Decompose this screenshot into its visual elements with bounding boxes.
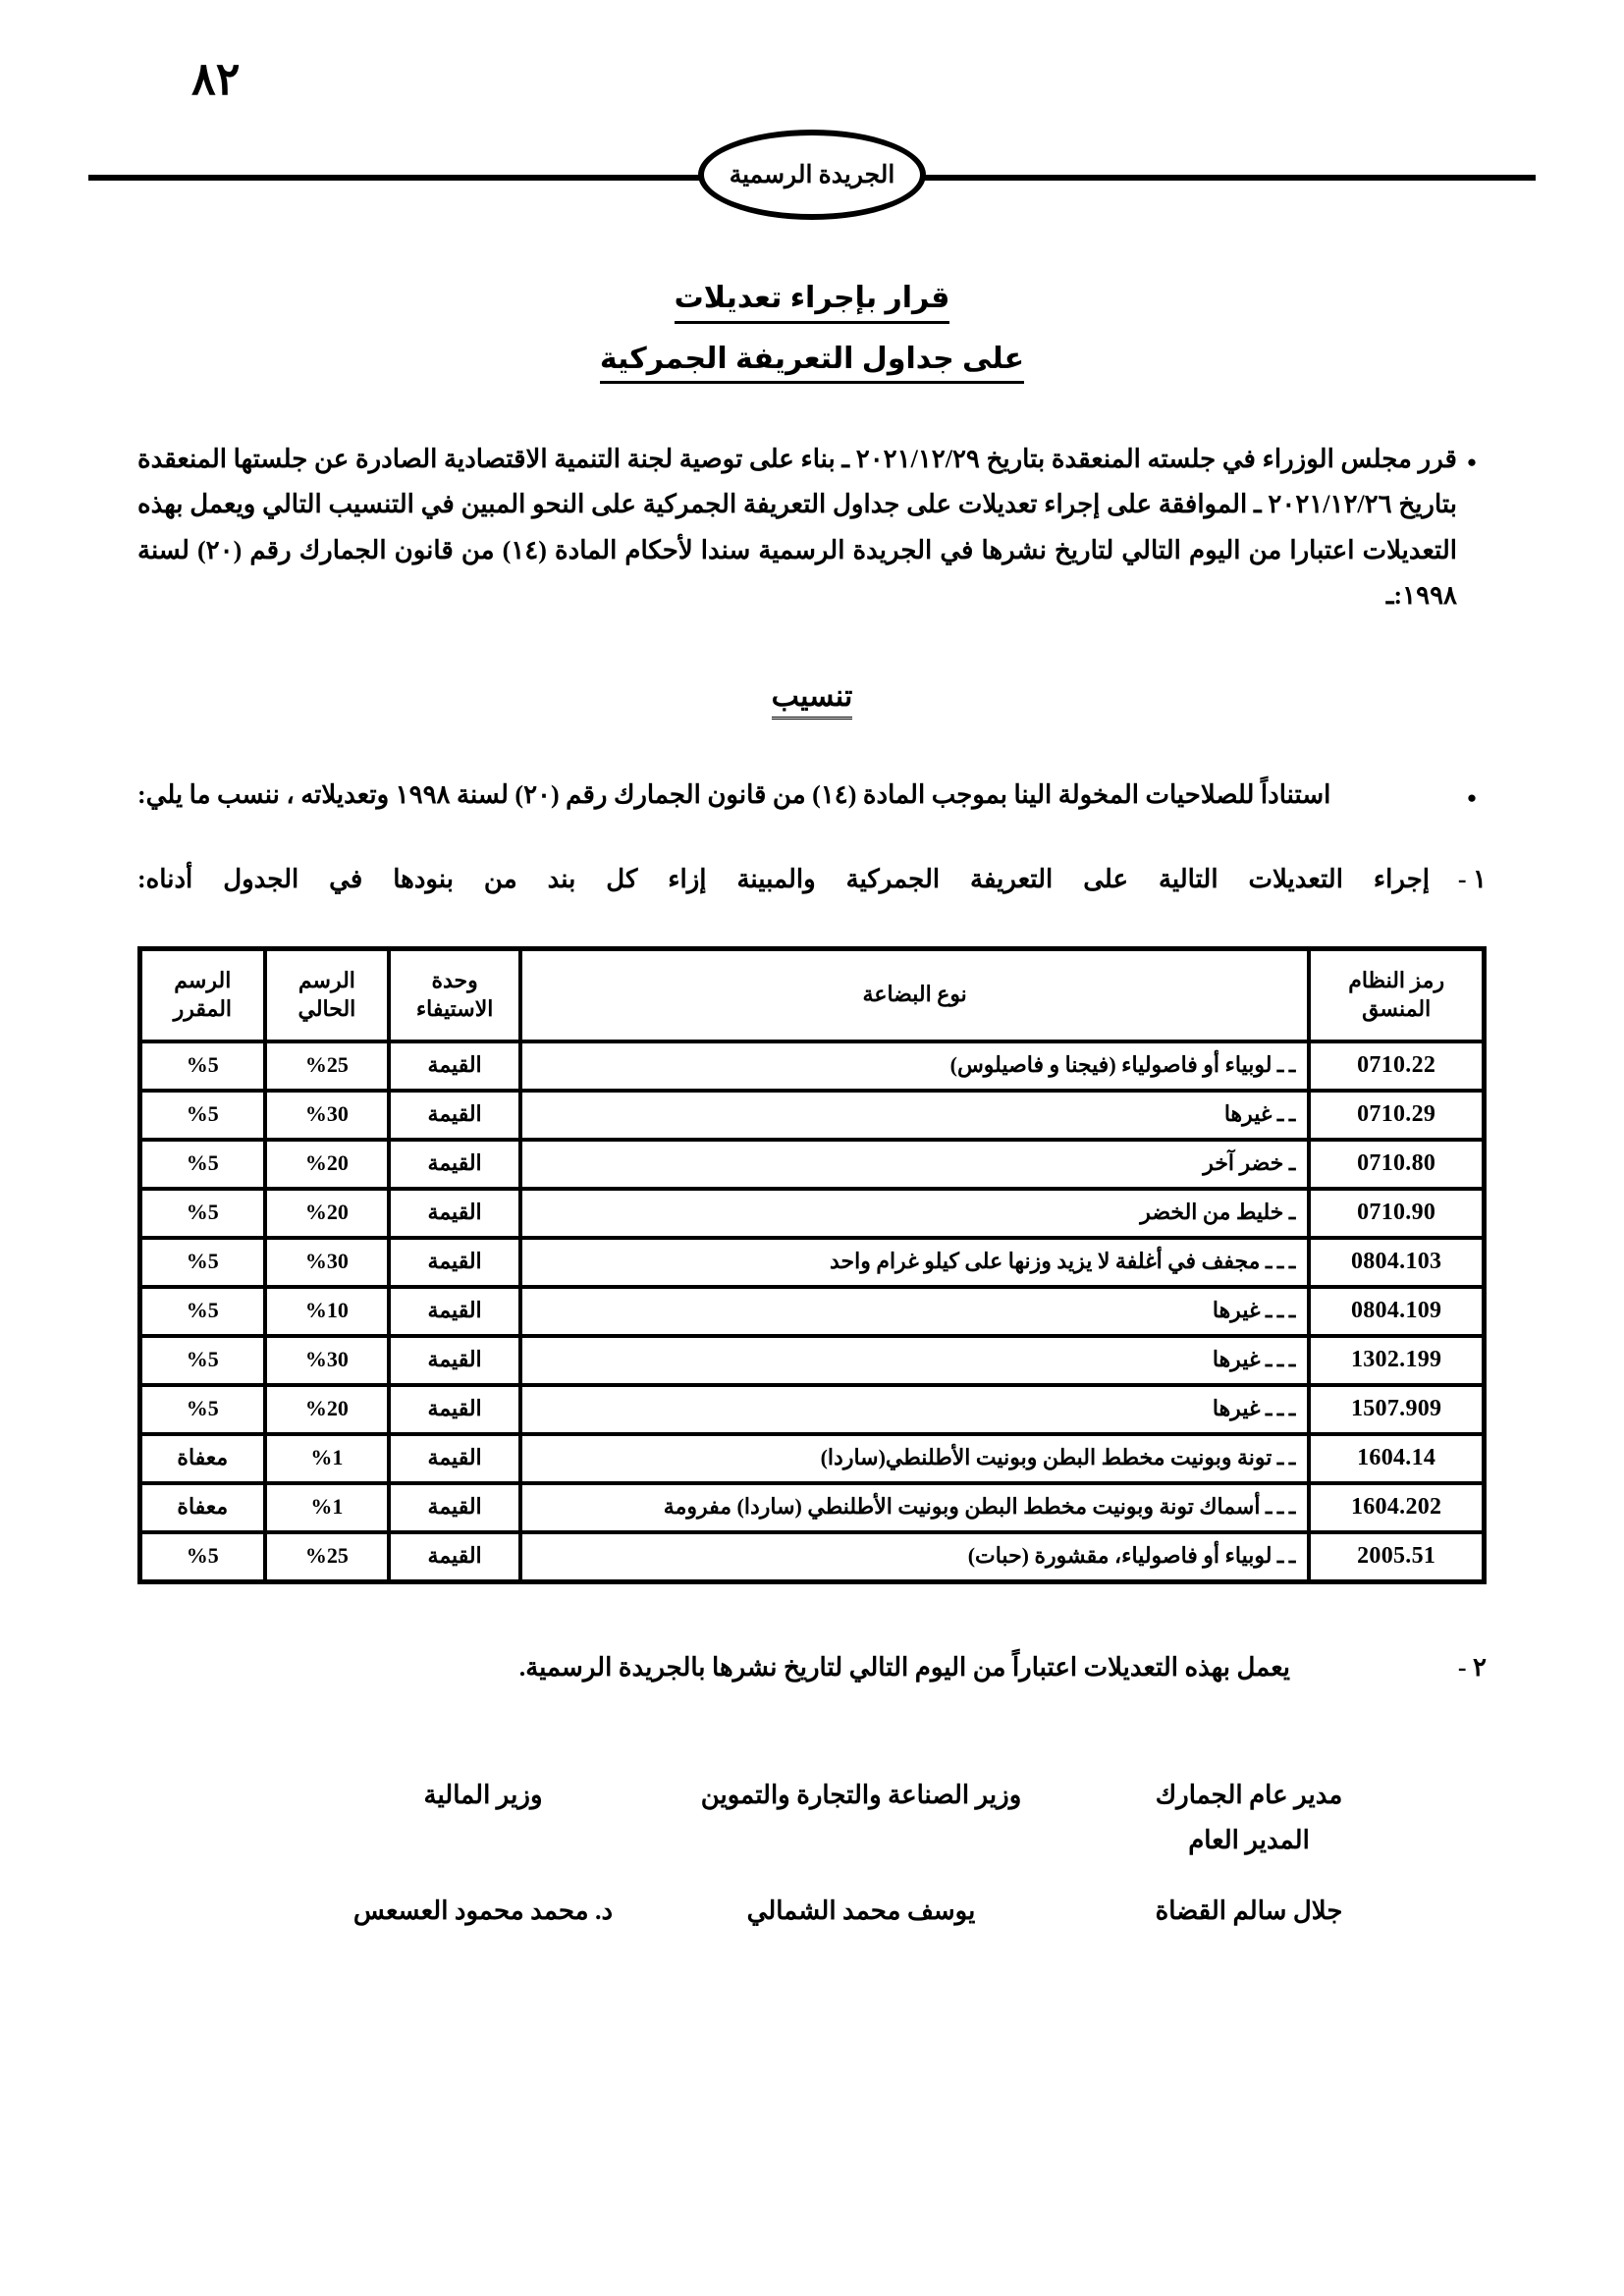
cell-goods: ـ ـ ـ أسماك تونة وبونيت مخطط البطن وبونيت الأطلنطي (ساردا) مفرومة [520,1483,1309,1532]
cell-hs-code: 2005.51 [1309,1532,1484,1581]
cell-hs-code: 0804.109 [1309,1287,1484,1336]
column-header-hs-code [1309,949,1484,1041]
table-row [140,1238,1484,1287]
cell-hs-code: 0710.22 [1309,1041,1484,1091]
signature-title-industry-trade-supply: وزير الصناعة والتجارة والتموين [700,1780,1022,1809]
section-heading [137,679,1487,720]
column-header-new-duty [140,949,265,1041]
cell-new-duty: %5 [140,1238,265,1287]
bullet-icon [1457,773,1487,818]
item-2-number: ٢ - [1457,1652,1487,1682]
cell-unit: القيمة [389,1532,520,1581]
cell-hs-code: 0804.103 [1309,1238,1484,1287]
item-1-text: إجراء التعديلات التالية على التعريفة الجمركية والمبينة إزاء كل بند من بنودها في الجدول أدناه: [137,865,1430,894]
cell-new-duty: معفاة [140,1434,265,1483]
document-title [137,279,1487,384]
cell-goods: ـ ـ ـ غيرها [520,1385,1309,1434]
cell-current-duty: %30 [265,1336,390,1385]
cell-current-duty: %1 [265,1434,390,1483]
column-header-current-duty-line2: الحالي [298,995,356,1021]
cell-new-duty: %5 [140,1532,265,1581]
table-row [140,1532,1484,1581]
intro-paragraph [137,437,1487,618]
intro-text: قرر مجلس الوزراء في جلسته المنعقدة بتاريخ ٢٠٢١/١٢/٢٩ ـ بناء على توصية لجنة التنمية الاقتصادية الصادرة عن جلستها المنعقدة بتاريخ ٢٠٢١/١٢/٢٦ ـ الموافقة على إجراء تعديلات على جداول التعريفة الجمركية على النحو المبين في التنسيب التالي ويعمل بهذه التعديلات اعتبارا من اليوم التالي لتاريخ نشرها في الجريدة الرسمية سندا لأحكام المادة (١٤) من قانون الجمارك رقم (٢٠) لسنة ١٩٩٨:ـ [137,445,1457,610]
cell-hs-code: 1507.909 [1309,1385,1484,1434]
cell-current-duty: %20 [265,1140,390,1189]
column-header-unit [389,949,520,1041]
item-1-number: ١ - [1457,865,1487,894]
signature-block [137,1781,1487,1926]
signature-name-customs: جلال سالم القضاة [1155,1896,1343,1925]
cell-hs-code: 0710.80 [1309,1140,1484,1189]
column-header-new-duty-line2: المقرر [173,995,233,1021]
cell-unit: القيمة [389,1238,520,1287]
signature-title-finance: وزير المالية [423,1780,543,1809]
masthead-ellipse [698,130,926,220]
cell-unit: القيمة [389,1385,520,1434]
cell-unit: القيمة [389,1189,520,1238]
signature-name-industry-trade-supply: يوسف محمد الشمالي [746,1896,976,1925]
column-header-current-duty-line1: الرسم [298,968,355,992]
cell-current-duty: %10 [265,1287,390,1336]
tariff-table-wrapper [137,946,1487,1584]
column-header-current-duty [265,949,390,1041]
cell-hs-code: 1302.199 [1309,1336,1484,1385]
cell-goods: ـ خضر آخر [520,1140,1309,1189]
column-header-hs-code-line2: المنسق [1362,995,1432,1021]
signature-name-finance: د. محمد محمود العسعس [352,1896,614,1925]
cell-goods: ـ ـ لوبياء أو فاصولياء، مقشورة (حبات) [520,1532,1309,1581]
masthead [137,130,1487,220]
column-header-unit-line1: وحدة [431,968,478,992]
cell-new-duty: %5 [140,1336,265,1385]
table-row [140,1483,1484,1532]
cell-unit: القيمة [389,1041,520,1091]
cell-new-duty: %5 [140,1041,265,1091]
bullet-icon [1457,437,1487,482]
recommendation-paragraph [137,773,1487,818]
signature-titles-row [137,1781,1487,1810]
cell-goods: ـ ـ ـ غيرها [520,1287,1309,1336]
cell-unit: القيمة [389,1287,520,1336]
table-header-row [140,949,1484,1041]
table-row [140,1041,1484,1091]
column-header-new-duty-line1: الرسم [174,968,232,992]
tariff-table-body [140,1041,1484,1581]
table-row [140,1091,1484,1140]
cell-unit: القيمة [389,1140,520,1189]
cell-new-duty: %5 [140,1385,265,1434]
cell-current-duty: %30 [265,1091,390,1140]
cell-hs-code: 0710.90 [1309,1189,1484,1238]
signature-subtitle-director-general: المدير العام [1188,1825,1310,1854]
cell-goods: ـ ـ لوبياء أو فاصولياء (فيجنا و فاصيلوس) [520,1041,1309,1091]
tariff-table [137,946,1487,1584]
numbered-item-1 [137,857,1487,902]
title-line-1: قرار بإجراء تعديلات [675,279,950,324]
item-2-text: يعمل بهذه التعديلات اعتباراً من اليوم التالي لتاريخ نشرها بالجريدة الرسمية. [518,1652,1290,1682]
cell-unit: القيمة [389,1336,520,1385]
cell-hs-code: 1604.14 [1309,1434,1484,1483]
signature-title-customs: مدير عام الجمارك [1155,1780,1343,1809]
column-header-goods-type [520,949,1309,1041]
cell-goods: ـ خليط من الخضر [520,1189,1309,1238]
signature-names-row [137,1896,1487,1926]
signature-subtitle-row [137,1826,1487,1855]
cell-current-duty: %20 [265,1385,390,1434]
section-heading-label: تنسيب [772,679,853,720]
table-row [140,1434,1484,1483]
cell-current-duty: %25 [265,1532,390,1581]
page-number: ٨٢ [191,54,241,104]
cell-unit: القيمة [389,1434,520,1483]
column-header-hs-code-line1: رمز النظام [1348,968,1445,992]
table-row [140,1287,1484,1336]
masthead-label: الجريدة الرسمية [729,162,895,188]
cell-new-duty: %5 [140,1287,265,1336]
numbered-item-2 [137,1645,1487,1690]
table-row [140,1336,1484,1385]
cell-current-duty: %30 [265,1238,390,1287]
cell-unit: القيمة [389,1483,520,1532]
table-row [140,1189,1484,1238]
cell-hs-code: 0710.29 [1309,1091,1484,1140]
table-row [140,1140,1484,1189]
cell-goods: ـ ـ تونة وبونيت مخطط البطن وبونيت الأطلنطي(ساردا) [520,1434,1309,1483]
cell-new-duty: معفاة [140,1483,265,1532]
table-row [140,1385,1484,1434]
cell-goods: ـ ـ ـ مجفف في أغلفة لا يزيد وزنها على كيلو غرام واحد [520,1238,1309,1287]
cell-current-duty: %20 [265,1189,390,1238]
cell-new-duty: %5 [140,1189,265,1238]
cell-new-duty: %5 [140,1140,265,1189]
recommendation-text: استناداً للصلاحيات المخولة الينا بموجب المادة (١٤) من قانون الجمارك رقم (٢٠) لسنة ١٩٩٨ وتعديلاته ، ننسب ما يلي: [137,780,1331,810]
cell-current-duty: %25 [265,1041,390,1091]
cell-unit: القيمة [389,1091,520,1140]
title-line-2: على جداول التعريفة الجمركية [600,340,1024,385]
cell-current-duty: %1 [265,1483,390,1532]
cell-hs-code: 1604.202 [1309,1483,1484,1532]
cell-goods: ـ ـ غيرها [520,1091,1309,1140]
cell-new-duty: %5 [140,1091,265,1140]
column-header-unit-line2: الاستيفاء [415,995,494,1021]
cell-goods: ـ ـ ـ غيرها [520,1336,1309,1385]
column-header-goods-type-line1: نوع البضاعة [862,982,967,1007]
